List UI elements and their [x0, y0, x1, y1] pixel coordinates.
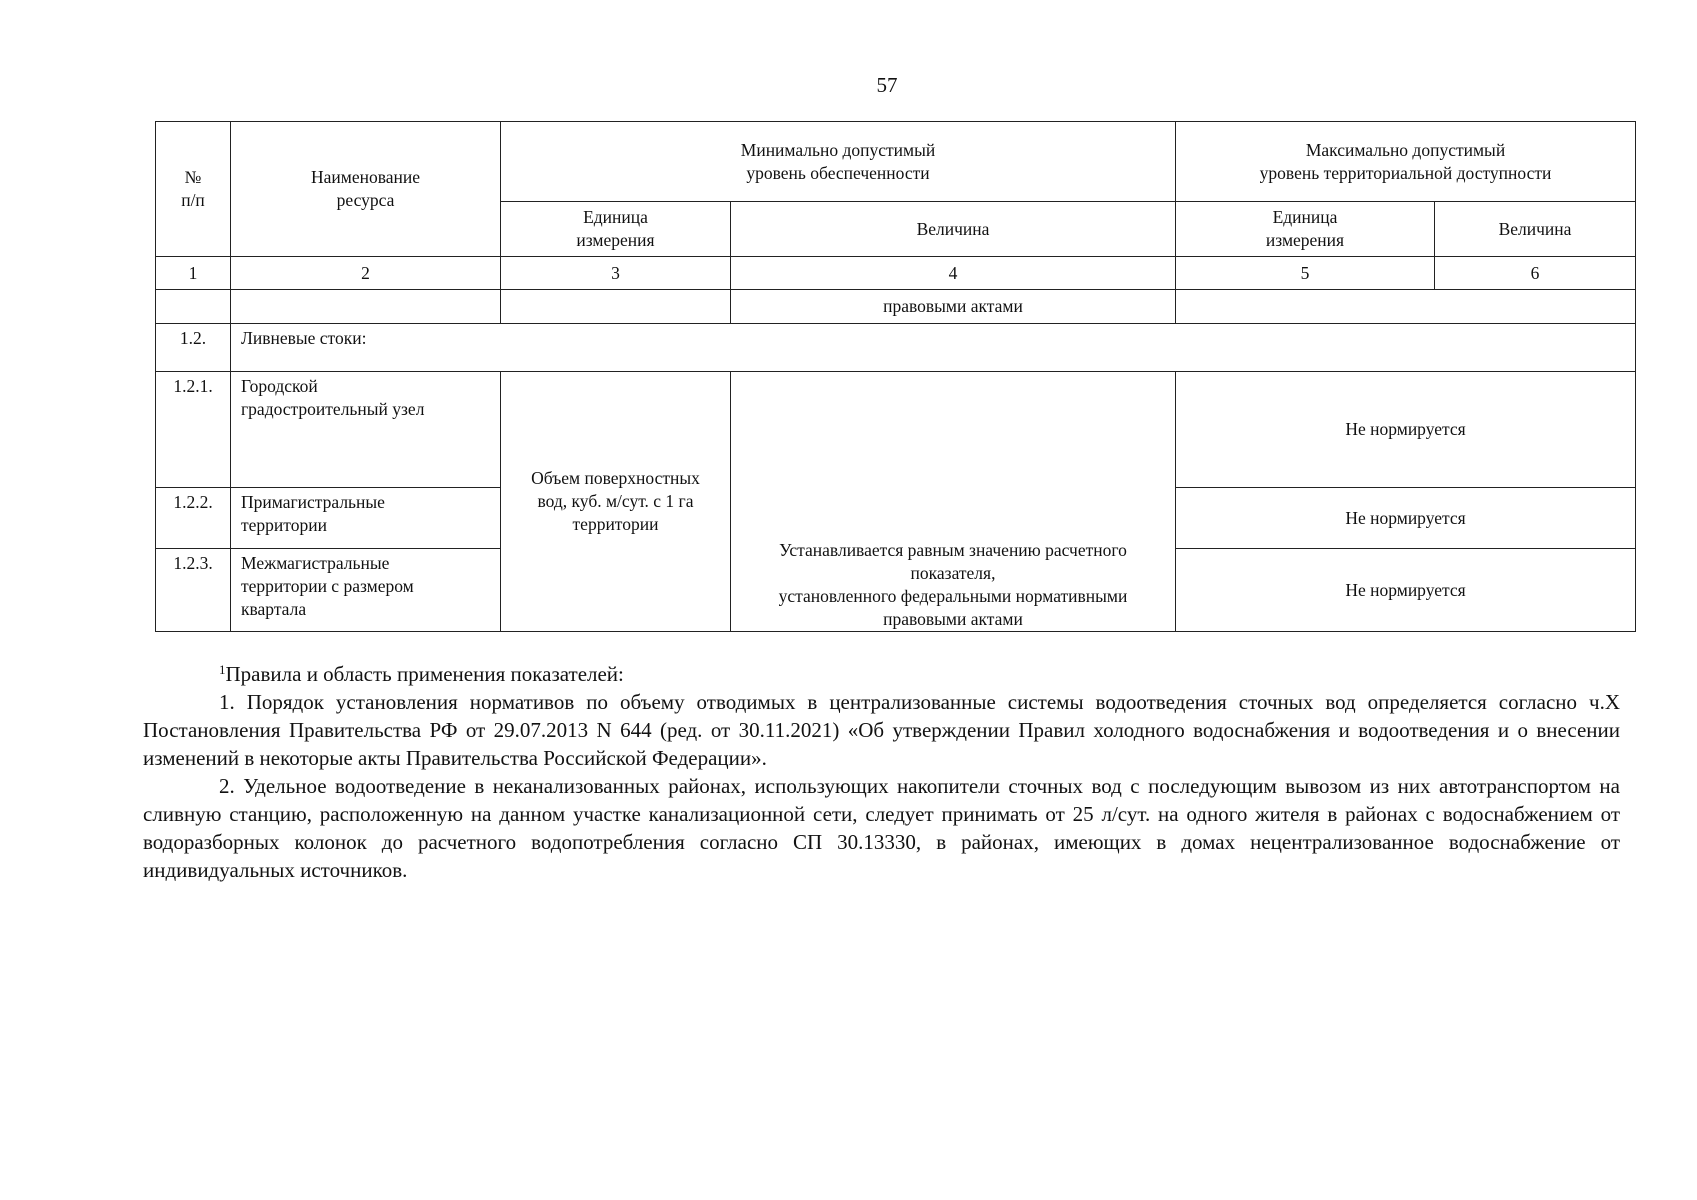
row-number: 1.2.2.: [156, 488, 231, 549]
row-number: 1.2.1.: [156, 372, 231, 488]
table-row: [156, 372, 1636, 488]
header-max-level: Максимально допустимый уровень территориальной доступности: [1176, 122, 1636, 202]
row-max-level: Не нормируется: [1176, 488, 1636, 549]
row-resource-name: Примагистральные территории: [231, 488, 501, 549]
column-number: 3: [501, 257, 731, 290]
column-number: 5: [1176, 257, 1435, 290]
table-header-row: [156, 122, 1636, 202]
header-min-level: Минимально допустимый уровень обеспеченности: [501, 122, 1176, 202]
header-resource-name: Наименование ресурса: [231, 122, 501, 257]
table-cell: [1176, 290, 1636, 324]
notes-heading-text: Правила и область применения показателей:: [225, 662, 624, 686]
row-number: 1.2.3.: [156, 549, 231, 632]
header-value-min: Величина: [731, 202, 1176, 257]
note-item: 1. Порядок установления нормативов по объему отводимых в централизованные системы водоотведения сточных вод определяется согласно ч.X Постановления Правительства РФ от 29.07.2013 N 644 (ред. от 30.11.2021) «Об утверждении Правил холодного водоснабжения и водоотведения и о внесении изменений в некоторые акты Правительства Российской Федерации».: [143, 690, 1620, 770]
column-number: 4: [731, 257, 1176, 290]
header-unit-max: Единица измерения: [1176, 202, 1435, 257]
column-number: 1: [156, 257, 231, 290]
table-cell: [156, 290, 231, 324]
column-number-row: [156, 257, 1636, 290]
row-resource-name: Межмагистральные территории с размером квартала: [231, 549, 501, 632]
header-unit-min: Единица измерения: [501, 202, 731, 257]
notes-heading: [143, 660, 1620, 688]
header-value-max: Величина: [1435, 202, 1636, 257]
note-item: 2. Удельное водоотведение в неканализованных районах, использующих накопители сточных вод с последующим вывозом из них автотранспортом на сливную станцию, расположенную на данном участке канализационной сети, следует принимать от 25 л/сут. на одного жителя в районах с водоснабжением от водоразборных колонок до расчетного водопотребления согласно СП 30.13330, в районах, имеющих в домах нецентрализованное водоснабжение от индивидуальных источников.: [143, 774, 1620, 882]
column-number: 2: [231, 257, 501, 290]
section-title: Ливневые стоки:: [231, 324, 1636, 372]
table-cell: [231, 290, 501, 324]
shared-unit: Объем поверхностных вод, куб. м/сут. с 1 га территории: [501, 372, 731, 632]
continuation-row: [156, 290, 1636, 324]
notes-section: [143, 660, 1620, 884]
continuation-text: правовыми актами: [731, 290, 1176, 324]
table-cell: [501, 290, 731, 324]
shared-value: Устанавливается равным значению расчетного показателя, установленного федеральными нормативными правовыми актами: [731, 372, 1176, 632]
row-resource-name: Городской градостроительный узел: [231, 372, 501, 488]
section-number: 1.2.: [156, 324, 231, 372]
norms-table: [155, 121, 1636, 632]
footnote-mark: 1: [219, 662, 226, 677]
section-row: [156, 324, 1636, 372]
page-number: 57: [876, 73, 898, 97]
row-max-level: Не нормируется: [1176, 549, 1636, 632]
column-number: 6: [1435, 257, 1636, 290]
row-max-level: Не нормируется: [1176, 372, 1636, 488]
header-number: № п/п: [156, 122, 231, 257]
